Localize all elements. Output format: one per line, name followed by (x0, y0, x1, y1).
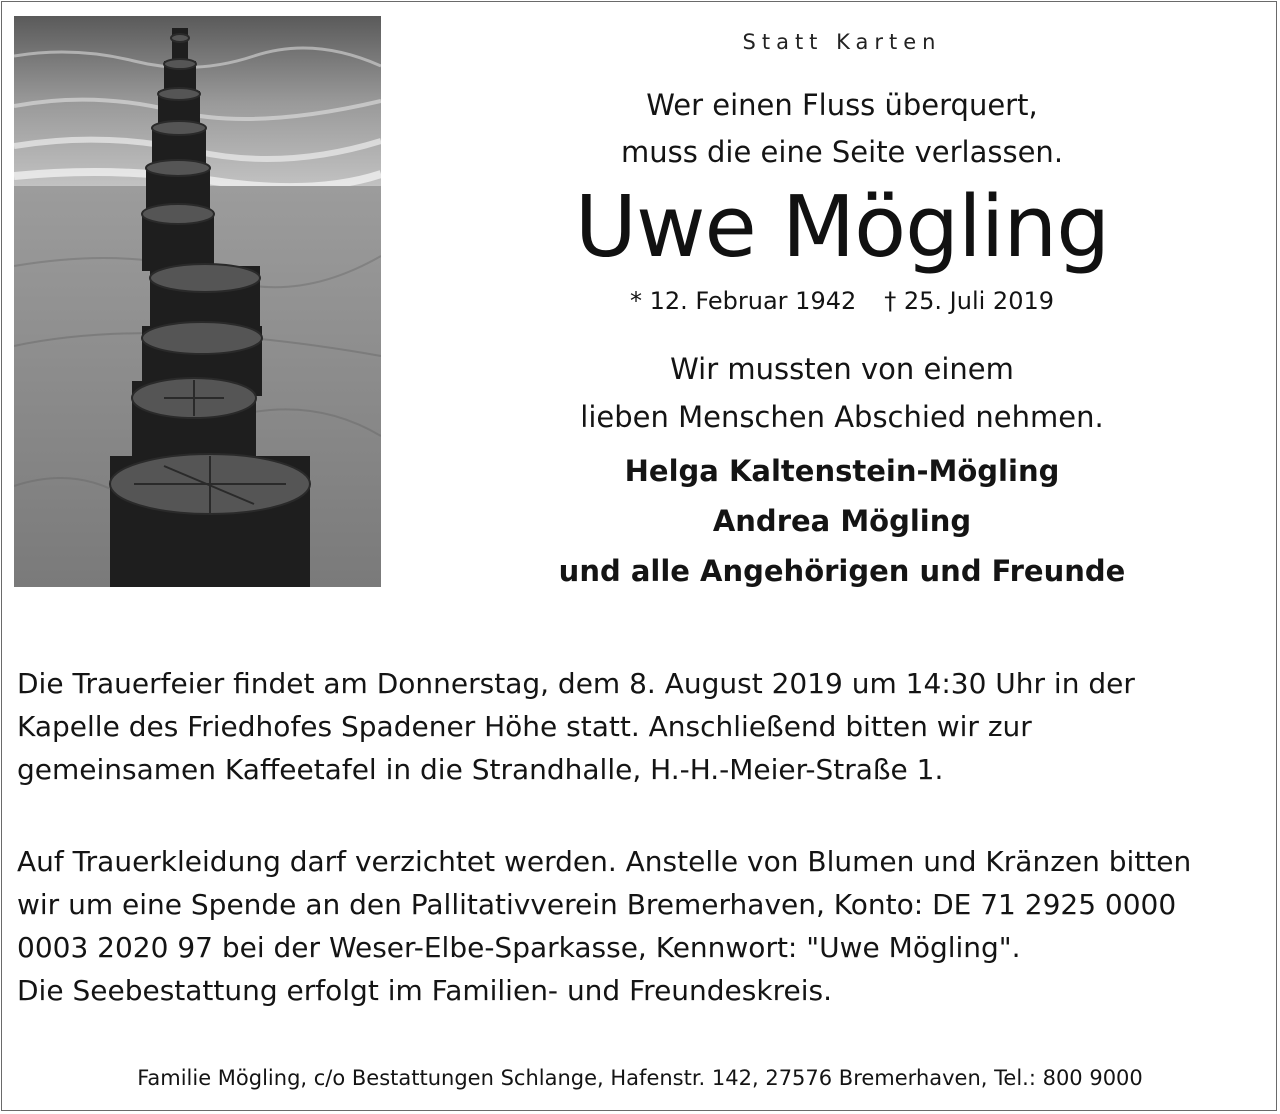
contact-footer: Familie Mögling, c/o Bestattungen Schlange, Hafenstr. 142, 27576 Bremerhaven, Tel.: 800 9000 (137, 1066, 1143, 1090)
life-dates (404, 283, 1280, 319)
birth-date: * 12. Februar 1942 (629, 287, 857, 315)
farewell-line: lieben Menschen Abschied nehmen. (580, 400, 1104, 434)
mourner-name: Andrea Mögling (712, 504, 972, 538)
quote (404, 82, 1280, 176)
donation-paragraph (17, 840, 1273, 1012)
beach-groyne-photo (14, 16, 381, 587)
ceremony-paragraph (17, 662, 1273, 791)
mourners-list (404, 446, 1280, 596)
statt-karten-label: Statt Karten (742, 30, 942, 54)
ceremony-line: Die Trauerfeier findet am Donnerstag, dem 8. August 2019 um 14:30 Uhr in der (17, 667, 1135, 700)
deceased-name: Uwe Mögling (574, 178, 1110, 277)
farewell-line: Wir mussten von einem (670, 352, 1014, 386)
donation-line: Die Seebestattung erfolgt im Familien- und Freundeskreis. (17, 974, 832, 1007)
mourner-name: und alle Angehörigen und Freunde (558, 554, 1126, 588)
quote-line: Wer einen Fluss überquert, (646, 88, 1038, 122)
ceremony-line: Kapelle des Friedhofes Spadener Höhe statt. Anschließend bitten wir zur (17, 710, 1032, 743)
mourner-name: Helga Kaltenstein-Mögling (624, 454, 1060, 488)
farewell-text (404, 345, 1280, 441)
donation-line: 0003 2020 97 bei der Weser-Elbe-Sparkasse, Kennwort: "Uwe Mögling". (17, 931, 1021, 964)
death-date: † 25. Juli 2019 (884, 287, 1055, 315)
donation-line: Auf Trauerkleidung darf verzichtet werden. Anstelle von Blumen und Kränzen bitten (17, 845, 1192, 878)
donation-line: wir um eine Spende an den Pallitativverein Bremerhaven, Konto: DE 71 2925 0000 (17, 888, 1177, 921)
quote-line: muss die eine Seite verlassen. (620, 135, 1064, 169)
ceremony-line: gemeinsamen Kaffeetafel in die Strandhalle, H.-H.-Meier-Straße 1. (17, 753, 944, 786)
